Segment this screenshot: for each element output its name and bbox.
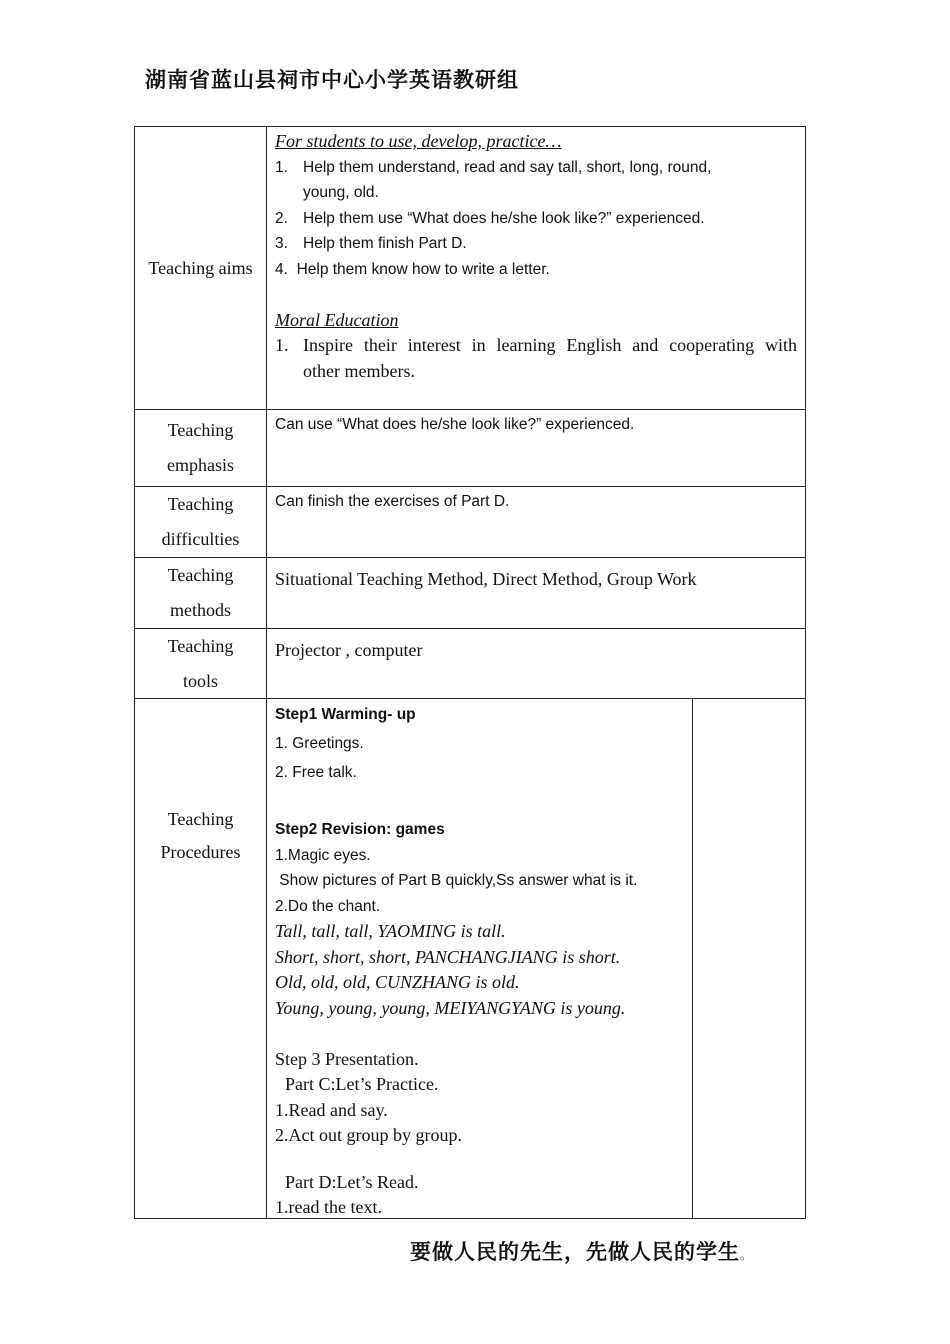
emphasis-text: Can use “What does he/she look like?” experienced. <box>275 416 635 433</box>
label-teaching-tools: Teaching tools <box>135 629 267 698</box>
row-teaching-aims <box>135 127 805 410</box>
row-teaching-difficulties <box>135 487 805 558</box>
label-teaching-procedures: Teaching Procedures <box>135 699 267 1219</box>
step1-title: Step1 Warming- up <box>275 706 416 723</box>
step2-item: 2.Do the chant. <box>275 897 381 915</box>
aims-item: 4. Help them know how to write a letter. <box>275 260 550 278</box>
footer-motto: 要做人民的先生，先做人民的学生。 <box>410 1240 754 1264</box>
label-teaching-emphasis: Teaching emphasis <box>135 410 267 486</box>
label-teaching-methods: Teaching methods <box>135 558 267 628</box>
moral-item: 1. Inspire their interest in learning English and cooperating with <box>275 335 797 355</box>
page-header-title: 湖南省蓝山县祠市中心小学英语教研组 <box>145 68 519 92</box>
step1-item: 1. Greetings. <box>275 735 364 752</box>
aims-content <box>267 127 805 409</box>
aims-heading-students: For students to use, develop, practice… <box>275 131 562 151</box>
chant-line: Tall, tall, tall, YAOMING is tall. <box>275 921 506 941</box>
moral-item-continued: other members. <box>303 360 415 381</box>
aims-item: 3. Help them finish Part D. <box>275 235 467 252</box>
part-c-item: 1.Read and say. <box>275 1099 388 1120</box>
row-teaching-emphasis <box>135 410 805 487</box>
step1-item: 2. Free talk. <box>275 764 357 781</box>
chant-line: Short, short, short, PANCHANGJIANG is short. <box>275 946 621 967</box>
row-teaching-tools <box>135 629 805 699</box>
chant-line: Old, old, old, CUNZHANG is old. <box>275 972 520 992</box>
methods-text: Situational Teaching Method, Direct Method, Group Work <box>275 569 697 589</box>
step3-title: Step 3 Presentation. <box>275 1048 419 1069</box>
part-c-title: Part C:Let’s Practice. <box>285 1074 439 1094</box>
aims-heading-moral: Moral Education <box>275 309 399 330</box>
step2-title: Step2 Revision: games <box>275 821 445 838</box>
row-teaching-procedures <box>135 699 805 1219</box>
aims-item-continued: young, old. <box>303 184 379 201</box>
procedures-content <box>267 699 693 1219</box>
methods-content <box>267 558 805 628</box>
label-teaching-difficulties: Teaching difficulties <box>135 487 267 557</box>
step2-item: Show pictures of Part B quickly,Ss answer what is it. <box>275 872 638 889</box>
aims-item: 2. Help them use “What does he/she look like?” experienced. <box>275 209 705 227</box>
step2-item: 1.Magic eyes. <box>275 846 371 864</box>
difficulties-content <box>267 487 805 557</box>
row-teaching-methods <box>135 558 805 629</box>
part-d-title: Part D:Let’s Read. <box>285 1171 419 1192</box>
procedures-notes-column <box>693 699 805 1219</box>
part-c-item: 2.Act out group by group. <box>275 1125 462 1145</box>
part-d-item: 1.read the text. <box>275 1197 382 1217</box>
difficulties-text: Can finish the exercises of Part D. <box>275 493 510 510</box>
emphasis-content <box>267 410 805 486</box>
label-teaching-aims: Teaching aims <box>135 127 267 409</box>
lesson-plan-table <box>134 126 806 1219</box>
chant-line: Young, young, young, MEIYANGYANG is young. <box>275 997 626 1018</box>
tools-text: Projector , computer <box>275 640 423 660</box>
aims-item: 1. Help them understand, read and say tall, short, long, round, <box>275 158 712 176</box>
tools-content <box>267 629 805 698</box>
